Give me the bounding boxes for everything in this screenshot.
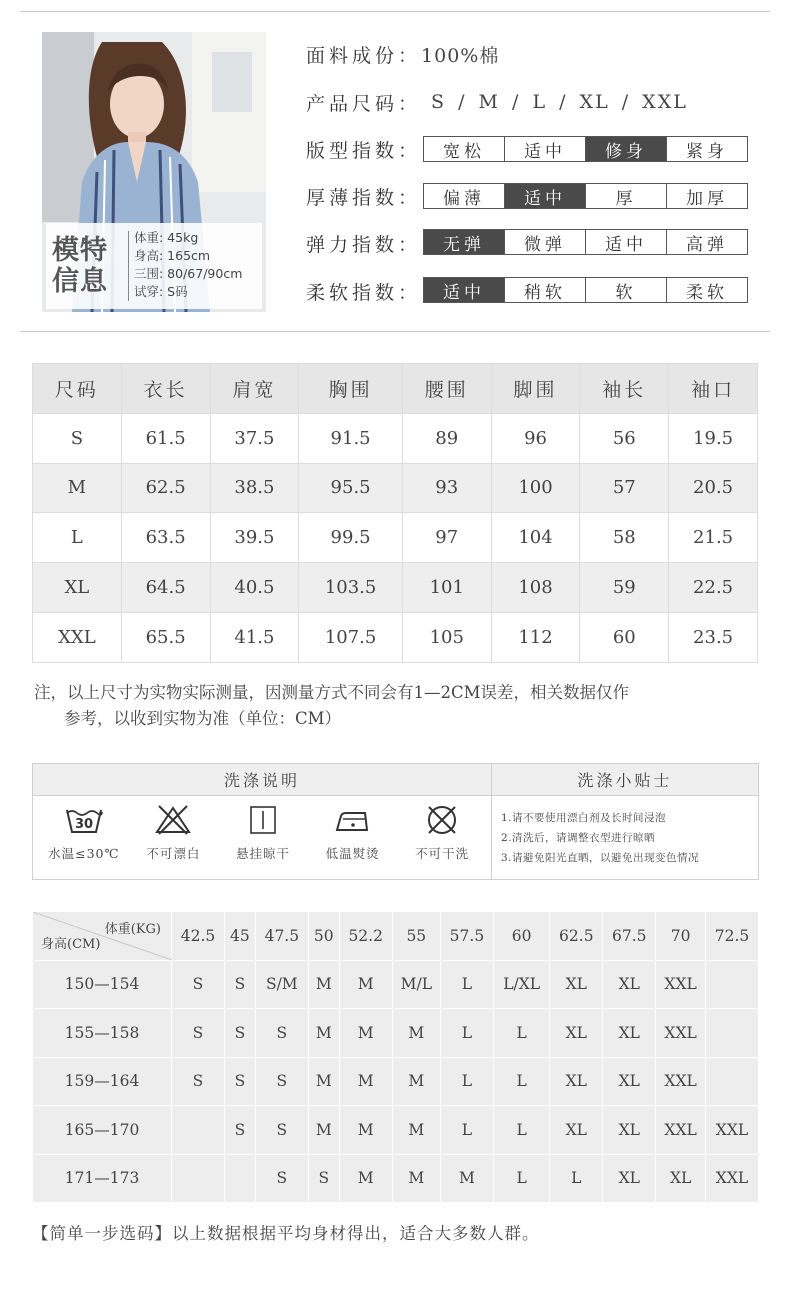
washing-divider [491, 796, 492, 879]
table-cell: XL [550, 960, 603, 1009]
table-cell: 64.5 [121, 563, 210, 613]
table-cell: M [392, 1106, 440, 1155]
table-cell: L [440, 1057, 493, 1106]
table-cell: L [440, 1009, 493, 1058]
table-cell: 99.5 [299, 513, 403, 563]
fabric-row [306, 41, 499, 67]
height-axis-label: 身高(CM) [41, 936, 101, 952]
table-cell: 57 [580, 463, 669, 513]
softness-option-1: 适中 [424, 278, 505, 302]
table-cell: S [224, 1106, 255, 1155]
table-cell: XL [550, 1106, 603, 1155]
thickness-index-row [306, 183, 421, 209]
table-cell: 97 [402, 513, 491, 563]
table-cell: 21.5 [669, 513, 758, 563]
table-row [33, 563, 758, 613]
table-cell: L [493, 1106, 549, 1155]
softness-index-scale [423, 277, 748, 303]
table-cell: M [440, 1154, 493, 1203]
table-row [33, 413, 758, 463]
table-cell: XL [603, 960, 656, 1009]
washing-panel [32, 763, 759, 880]
thickness-option-1: 偏薄 [424, 184, 505, 208]
table-cell: 95.5 [299, 463, 403, 513]
elasticity-index-label: 弹力指数： [306, 233, 422, 256]
elasticity-option-4: 高弹 [686, 234, 728, 255]
table-cell: 89 [402, 413, 491, 463]
table-cell: M [339, 1106, 392, 1155]
table-cell: XXL [33, 612, 122, 662]
height-range-cell: 159—164 [33, 1057, 172, 1106]
washing-icons-row [39, 804, 487, 862]
table-cell: M [308, 960, 339, 1009]
table-cell: L/XL [493, 960, 549, 1009]
table-cell [705, 960, 758, 1009]
size-table-header-row [33, 364, 758, 414]
size-header-sleeve: 袖长 [580, 364, 669, 414]
fit-index-row [306, 136, 421, 162]
size-header-bust: 胸围 [299, 364, 403, 414]
table-cell: S [224, 1057, 255, 1106]
hang-dry-label: 悬挂晾干 [235, 846, 290, 861]
product-sizes-value: S / M / L / XL / XXL [431, 91, 688, 113]
elasticity-option-2: 微弹 [505, 230, 586, 254]
size-header-hem: 脚围 [491, 364, 580, 414]
size-recommendation-table [32, 911, 759, 1203]
table-cell: 108 [491, 563, 580, 613]
fabric-label: 面料成份： [306, 44, 422, 67]
model-info-title: 模特信息 [52, 235, 108, 297]
no-dry-clean-label: 不可干洗 [415, 846, 470, 861]
no-bleach-icon [153, 804, 193, 836]
table-cell: S [172, 1009, 225, 1058]
weight-header-cell: 62.5 [550, 912, 603, 961]
table-cell: 40.5 [210, 563, 299, 613]
table-cell: 103.5 [299, 563, 403, 613]
table-cell [224, 1154, 255, 1203]
softness-option-3: 软 [586, 278, 667, 302]
elasticity-option-3: 适中 [586, 230, 667, 254]
wash-30-icon [64, 804, 104, 836]
table-row [33, 1009, 759, 1058]
table-cell: XL [603, 1009, 656, 1058]
product-sizes-label: 产品尺码： [306, 92, 422, 115]
table-cell: 58 [580, 513, 669, 563]
table-cell: 23.5 [669, 612, 758, 662]
weight-header-cell: 72.5 [705, 912, 758, 961]
softness-option-2: 稍软 [505, 278, 586, 302]
elasticity-index-row [306, 230, 421, 256]
table-cell: 61.5 [121, 413, 210, 463]
table-cell: S [255, 1009, 308, 1058]
model-height: 身高: 165cm [134, 248, 211, 263]
table-cell: 107.5 [299, 612, 403, 662]
table-row [33, 612, 758, 662]
table-cell: 63.5 [121, 513, 210, 563]
table-cell: 112 [491, 612, 580, 662]
table-cell [705, 1009, 758, 1058]
table-cell: 41.5 [210, 612, 299, 662]
rec-corner-cell [33, 912, 172, 961]
table-row [33, 1057, 759, 1106]
table-cell: XL [33, 563, 122, 613]
fit-index-label: 版型指数： [306, 139, 422, 162]
thickness-option-4: 加厚 [686, 188, 728, 209]
no-dry-clean-icon [422, 804, 462, 836]
fit-option-4: 紧身 [686, 141, 728, 162]
table-cell: XXL [656, 960, 706, 1009]
table-cell [172, 1154, 225, 1203]
low-iron-item [308, 804, 398, 862]
height-range-cell: 155—158 [33, 1009, 172, 1058]
table-cell: L [440, 960, 493, 1009]
model-measurements: 三围: 80/67/90cm [134, 266, 243, 281]
fit-index-scale [423, 136, 748, 162]
thickness-option-3: 厚 [586, 184, 667, 208]
table-row [33, 1154, 759, 1203]
washing-instructions-title: 洗涤说明 [33, 764, 491, 796]
table-cell: XXL [656, 1057, 706, 1106]
model-info-separator [128, 231, 129, 301]
table-cell: L [493, 1057, 549, 1106]
size-chart-table [32, 363, 758, 663]
weight-header-cell: 52.2 [339, 912, 392, 961]
weight-header-cell: 45 [224, 912, 255, 961]
table-cell: 93 [402, 463, 491, 513]
table-cell: XXL [705, 1154, 758, 1203]
top-divider [20, 11, 770, 12]
table-cell: L [550, 1154, 603, 1203]
height-range-cell: 171—173 [33, 1154, 172, 1203]
list-item: 1.请不要使用漂白剂及长时间浸泡 [501, 812, 667, 824]
table-cell: 22.5 [669, 563, 758, 613]
table-cell: 39.5 [210, 513, 299, 563]
table-cell: S [308, 1154, 339, 1203]
table-cell: 100 [491, 463, 580, 513]
table-row [33, 463, 758, 513]
table-cell: L [493, 1154, 549, 1203]
no-bleach-item [129, 804, 219, 862]
weight-header-cell: 42.5 [172, 912, 225, 961]
table-cell: M [392, 1057, 440, 1106]
table-cell: S/M [255, 960, 308, 1009]
weight-header-cell: 67.5 [603, 912, 656, 961]
low-iron-icon [333, 804, 373, 836]
wash-30-label: 水温≤30℃ [48, 846, 120, 861]
table-cell: XL [603, 1106, 656, 1155]
thickness-option-2: 适中 [505, 184, 586, 208]
table-cell: 56 [580, 413, 669, 463]
table-cell: 91.5 [299, 413, 403, 463]
table-cell: 62.5 [121, 463, 210, 513]
table-row [33, 960, 759, 1009]
table-cell: XL [656, 1154, 706, 1203]
table-cell: M [339, 1057, 392, 1106]
section-divider [20, 331, 770, 332]
washing-tips-list [501, 808, 699, 868]
table-cell: XL [603, 1154, 656, 1203]
table-cell: 65.5 [121, 612, 210, 662]
weight-header-cell: 57.5 [440, 912, 493, 961]
table-cell: 20.5 [669, 463, 758, 513]
table-cell: S [33, 413, 122, 463]
softness-index-row [306, 278, 421, 304]
fit-option-2: 适中 [505, 137, 586, 161]
size-header-shoulder: 肩宽 [210, 364, 299, 414]
size-header-length: 衣长 [121, 364, 210, 414]
size-header-waist: 腰围 [402, 364, 491, 414]
weight-header-cell: 47.5 [255, 912, 308, 961]
table-cell: L [440, 1106, 493, 1155]
table-cell [172, 1106, 225, 1155]
table-cell: 38.5 [210, 463, 299, 513]
elasticity-option-1: 无弹 [424, 230, 505, 254]
table-cell: S [255, 1154, 308, 1203]
table-cell: S [255, 1057, 308, 1106]
model-weight: 体重: 45kg [134, 230, 199, 245]
rec-weight-header-row [33, 912, 759, 961]
fit-option-3: 修身 [586, 137, 667, 161]
table-cell: S [224, 1009, 255, 1058]
model-tried-size: 试穿: S码 [134, 284, 188, 299]
table-cell: M [392, 1009, 440, 1058]
table-cell: 104 [491, 513, 580, 563]
no-dry-clean-item [397, 804, 487, 862]
measurement-note [34, 680, 734, 732]
table-cell: 19.5 [669, 413, 758, 463]
fit-option-1: 宽松 [424, 137, 505, 161]
thickness-index-scale [423, 183, 748, 209]
table-cell: M [339, 960, 392, 1009]
table-cell: S [172, 1057, 225, 1106]
softness-index-label: 柔软指数： [306, 281, 422, 304]
table-cell: M [308, 1106, 339, 1155]
weight-header-cell: 55 [392, 912, 440, 961]
table-cell: S [172, 960, 225, 1009]
model-stats-list [134, 229, 242, 301]
wash-temp-text: 30 [74, 817, 93, 832]
elasticity-index-scale [423, 229, 748, 255]
table-cell: S [255, 1106, 308, 1155]
table-cell: M [33, 463, 122, 513]
table-cell: XL [550, 1009, 603, 1058]
table-cell: M [339, 1009, 392, 1058]
size-header-cuff: 袖口 [669, 364, 758, 414]
table-cell: XL [603, 1057, 656, 1106]
list-item: 2.清洗后，请调整衣型进行晾晒 [501, 832, 656, 844]
measurement-note-line-1: 注，以上尺寸为实物实际测量，因测量方式不同会有1—2CM误差，相关数据仅作 [34, 683, 630, 702]
measurement-note-line-2: 参考，以收到实物为准（单位：CM） [64, 709, 342, 728]
table-cell: XL [550, 1057, 603, 1106]
size-selection-footnote: 【简单一步选码】以上数据根据平均身材得出，适合大多数人群。 [32, 1224, 540, 1243]
table-cell: M [308, 1057, 339, 1106]
table-cell: M [308, 1009, 339, 1058]
washing-tips-title: 洗涤小贴士 [491, 764, 758, 796]
table-cell: 60 [580, 612, 669, 662]
table-cell: 37.5 [210, 413, 299, 463]
table-cell: 101 [402, 563, 491, 613]
model-info-panel [46, 223, 262, 309]
table-cell: L [493, 1009, 549, 1058]
table-cell: 105 [402, 612, 491, 662]
weight-header-cell: 70 [656, 912, 706, 961]
wash-30-item [39, 804, 129, 862]
height-range-cell: 150—154 [33, 960, 172, 1009]
table-row [33, 513, 758, 563]
hang-dry-icon [243, 804, 283, 836]
weight-header-cell: 60 [493, 912, 549, 961]
table-cell: XXL [705, 1106, 758, 1155]
table-row [33, 1106, 759, 1155]
softness-option-4: 柔软 [686, 282, 728, 303]
size-header-size: 尺码 [33, 364, 122, 414]
table-cell: XXL [656, 1106, 706, 1155]
weight-header-cell: 50 [308, 912, 339, 961]
height-range-cell: 165—170 [33, 1106, 172, 1155]
list-item: 3.请避免阳光直晒，以避免出现变色情况 [501, 852, 700, 864]
table-cell: 59 [580, 563, 669, 613]
no-bleach-label: 不可漂白 [146, 846, 201, 861]
table-cell: M/L [392, 960, 440, 1009]
hang-dry-item [218, 804, 308, 862]
product-sizes-row [306, 89, 688, 115]
fabric-value: 100%棉 [421, 44, 500, 67]
table-cell: XXL [656, 1009, 706, 1058]
table-cell [705, 1057, 758, 1106]
table-cell: S [224, 960, 255, 1009]
low-iron-label: 低温熨烫 [325, 846, 380, 861]
table-cell: M [339, 1154, 392, 1203]
table-cell: M [392, 1154, 440, 1203]
table-cell: 96 [491, 413, 580, 463]
table-cell: L [33, 513, 122, 563]
weight-axis-label: 体重(KG) [104, 922, 161, 937]
thickness-index-label: 厚薄指数： [306, 186, 422, 209]
